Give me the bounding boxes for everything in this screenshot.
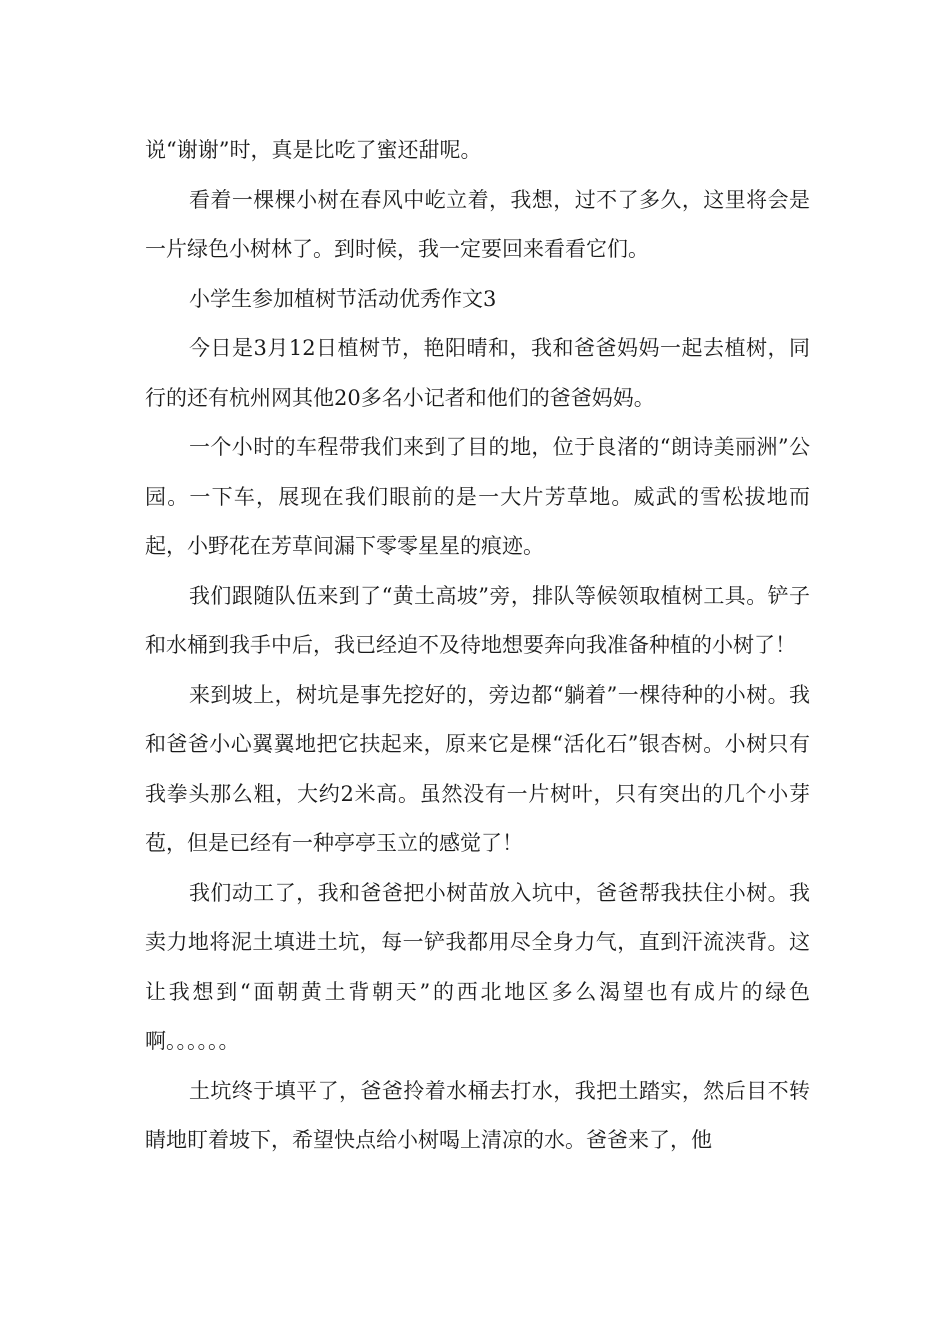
- paragraph-6: 来到坡上，树坑是事先挖好的，旁边都“躺着”一棵待种的小树。我和爸爸小心翼翼地把它扶起来，原来它是棵“活化石”银杏树。小树只有我拳头那么粗，大约2米高。虽然没有一片树叶，只有突出的几个小芽苞，但是已经有一种亭亭玉立的感觉了！: [145, 682, 810, 855]
- paragraph-4: 一个小时的车程带我们来到了目的地，位于良渚的“朗诗美丽洲”公园。一下车，展现在我们眼前的是一大片芳草地。威武的雪松拔地而起，小野花在芳草间漏下零零星星的痕迹。: [145, 435, 810, 558]
- paragraph-8: 土坑终于填平了，爸爸拎着水桶去打水，我把土踏实，然后目不转睛地盯着坡下，希望快点给小树喝上清凉的水。爸爸来了，他: [145, 1078, 810, 1152]
- paragraph-5: 我们跟随队伍来到了“黄土高坡”旁，排队等候领取植树工具。铲子和水桶到我手中后，我已经迫不及待地想要奔向我准备种植的小树了！: [145, 583, 810, 657]
- paragraph-2: 看着一棵棵小树在春风中屹立着，我想，过不了多久，这里将会是一片绿色小树林了。到时候，我一定要回来看看它们。: [145, 187, 810, 261]
- paragraph-3: 今日是3月12日植树节，艳阳晴和，我和爸爸妈妈一起去植树，同行的还有杭州网其他20多名小记者和他们的爸爸妈妈。: [145, 336, 810, 410]
- paragraph-7: 我们动工了，我和爸爸把小树苗放入坑中，爸爸帮我扶住小树。我卖力地将泥土填进土坑，每一铲我都用尽全身力气，直到汗流浃背。这让我想到“面朝黄土背朝天”的西北地区多么渴望也有成片的绿色啊。。。。。。: [145, 880, 810, 1053]
- paragraph-1: 说“谢谢”时，真是比吃了蜜还甜呢。: [145, 138, 482, 162]
- section-title: 小学生参加植树节活动优秀作文3: [189, 286, 497, 311]
